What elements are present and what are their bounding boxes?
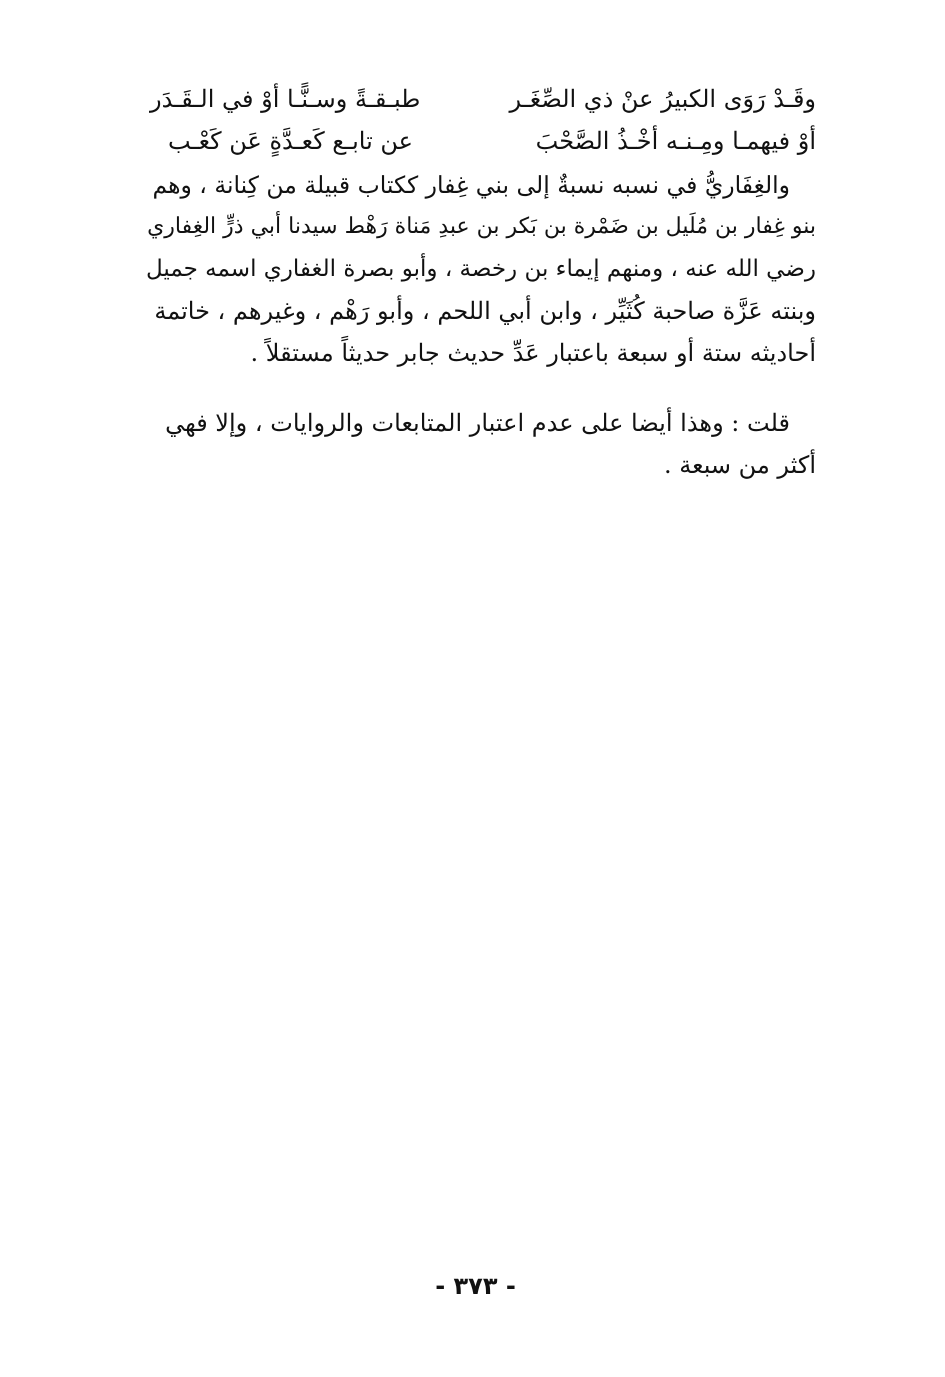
verse-hemistich-right: أوْ فيهمـا ومِـنـه أخْـذُ الصَّحْبَ [535,127,816,155]
paragraph-line: قلت : وهذا أيضا على عدم اعتبار المتابعات والروايات ، وإلا فهي [165,409,790,437]
verse-hemistich-right: وقَـدْ رَوَى الكبيرُ عنْ ذي الصِّغَـر [509,85,816,113]
paragraph-line: رضي الله عنه ، ومنهم إيماء بن رخصة ، وأبو بصرة الغفاري اسمه جميل [145,256,816,282]
verse-hemistich-left: عن تابـع كَعـدَّةٍ عَن كَعْـب [168,127,413,155]
note-paragraph [140,402,816,486]
verse-line [140,120,816,162]
commentary-paragraph [140,164,816,374]
paragraph-line: أكثر من سبعة . [663,451,816,479]
paragraph-line: والغِفَاريُّ في نسبه نسبةٌ إلى بني غِفار ككتاب قبيلة من كِنانة ، وهم [152,171,790,199]
paragraph-line: وبنته عَزَّة صاحبة كُثَيِّر ، وابن أبي اللحم ، وأبو رَهْم ، وغيرهم ، خاتمة [154,297,816,325]
verse-hemistich-left: طبـقـةً وسـنًّـا أوْ في الـقَـدَر [150,85,421,113]
verse-block [140,78,816,162]
verse-line [140,78,816,120]
paragraph-line: بنو غِفار بن مُلَيل بن ضَمْرة بن بَكر بن عبدِ مَناة رَهْط سيدنا أبي ذرٍّ الغِفاري [147,214,816,239]
paragraph-line: أحاديثه ستة أو سبعة باعتبار عَدِّ حديث جابر حديثاً مستقلاً . [250,339,816,367]
page-number: - ٣٧٣ - [435,1272,516,1300]
